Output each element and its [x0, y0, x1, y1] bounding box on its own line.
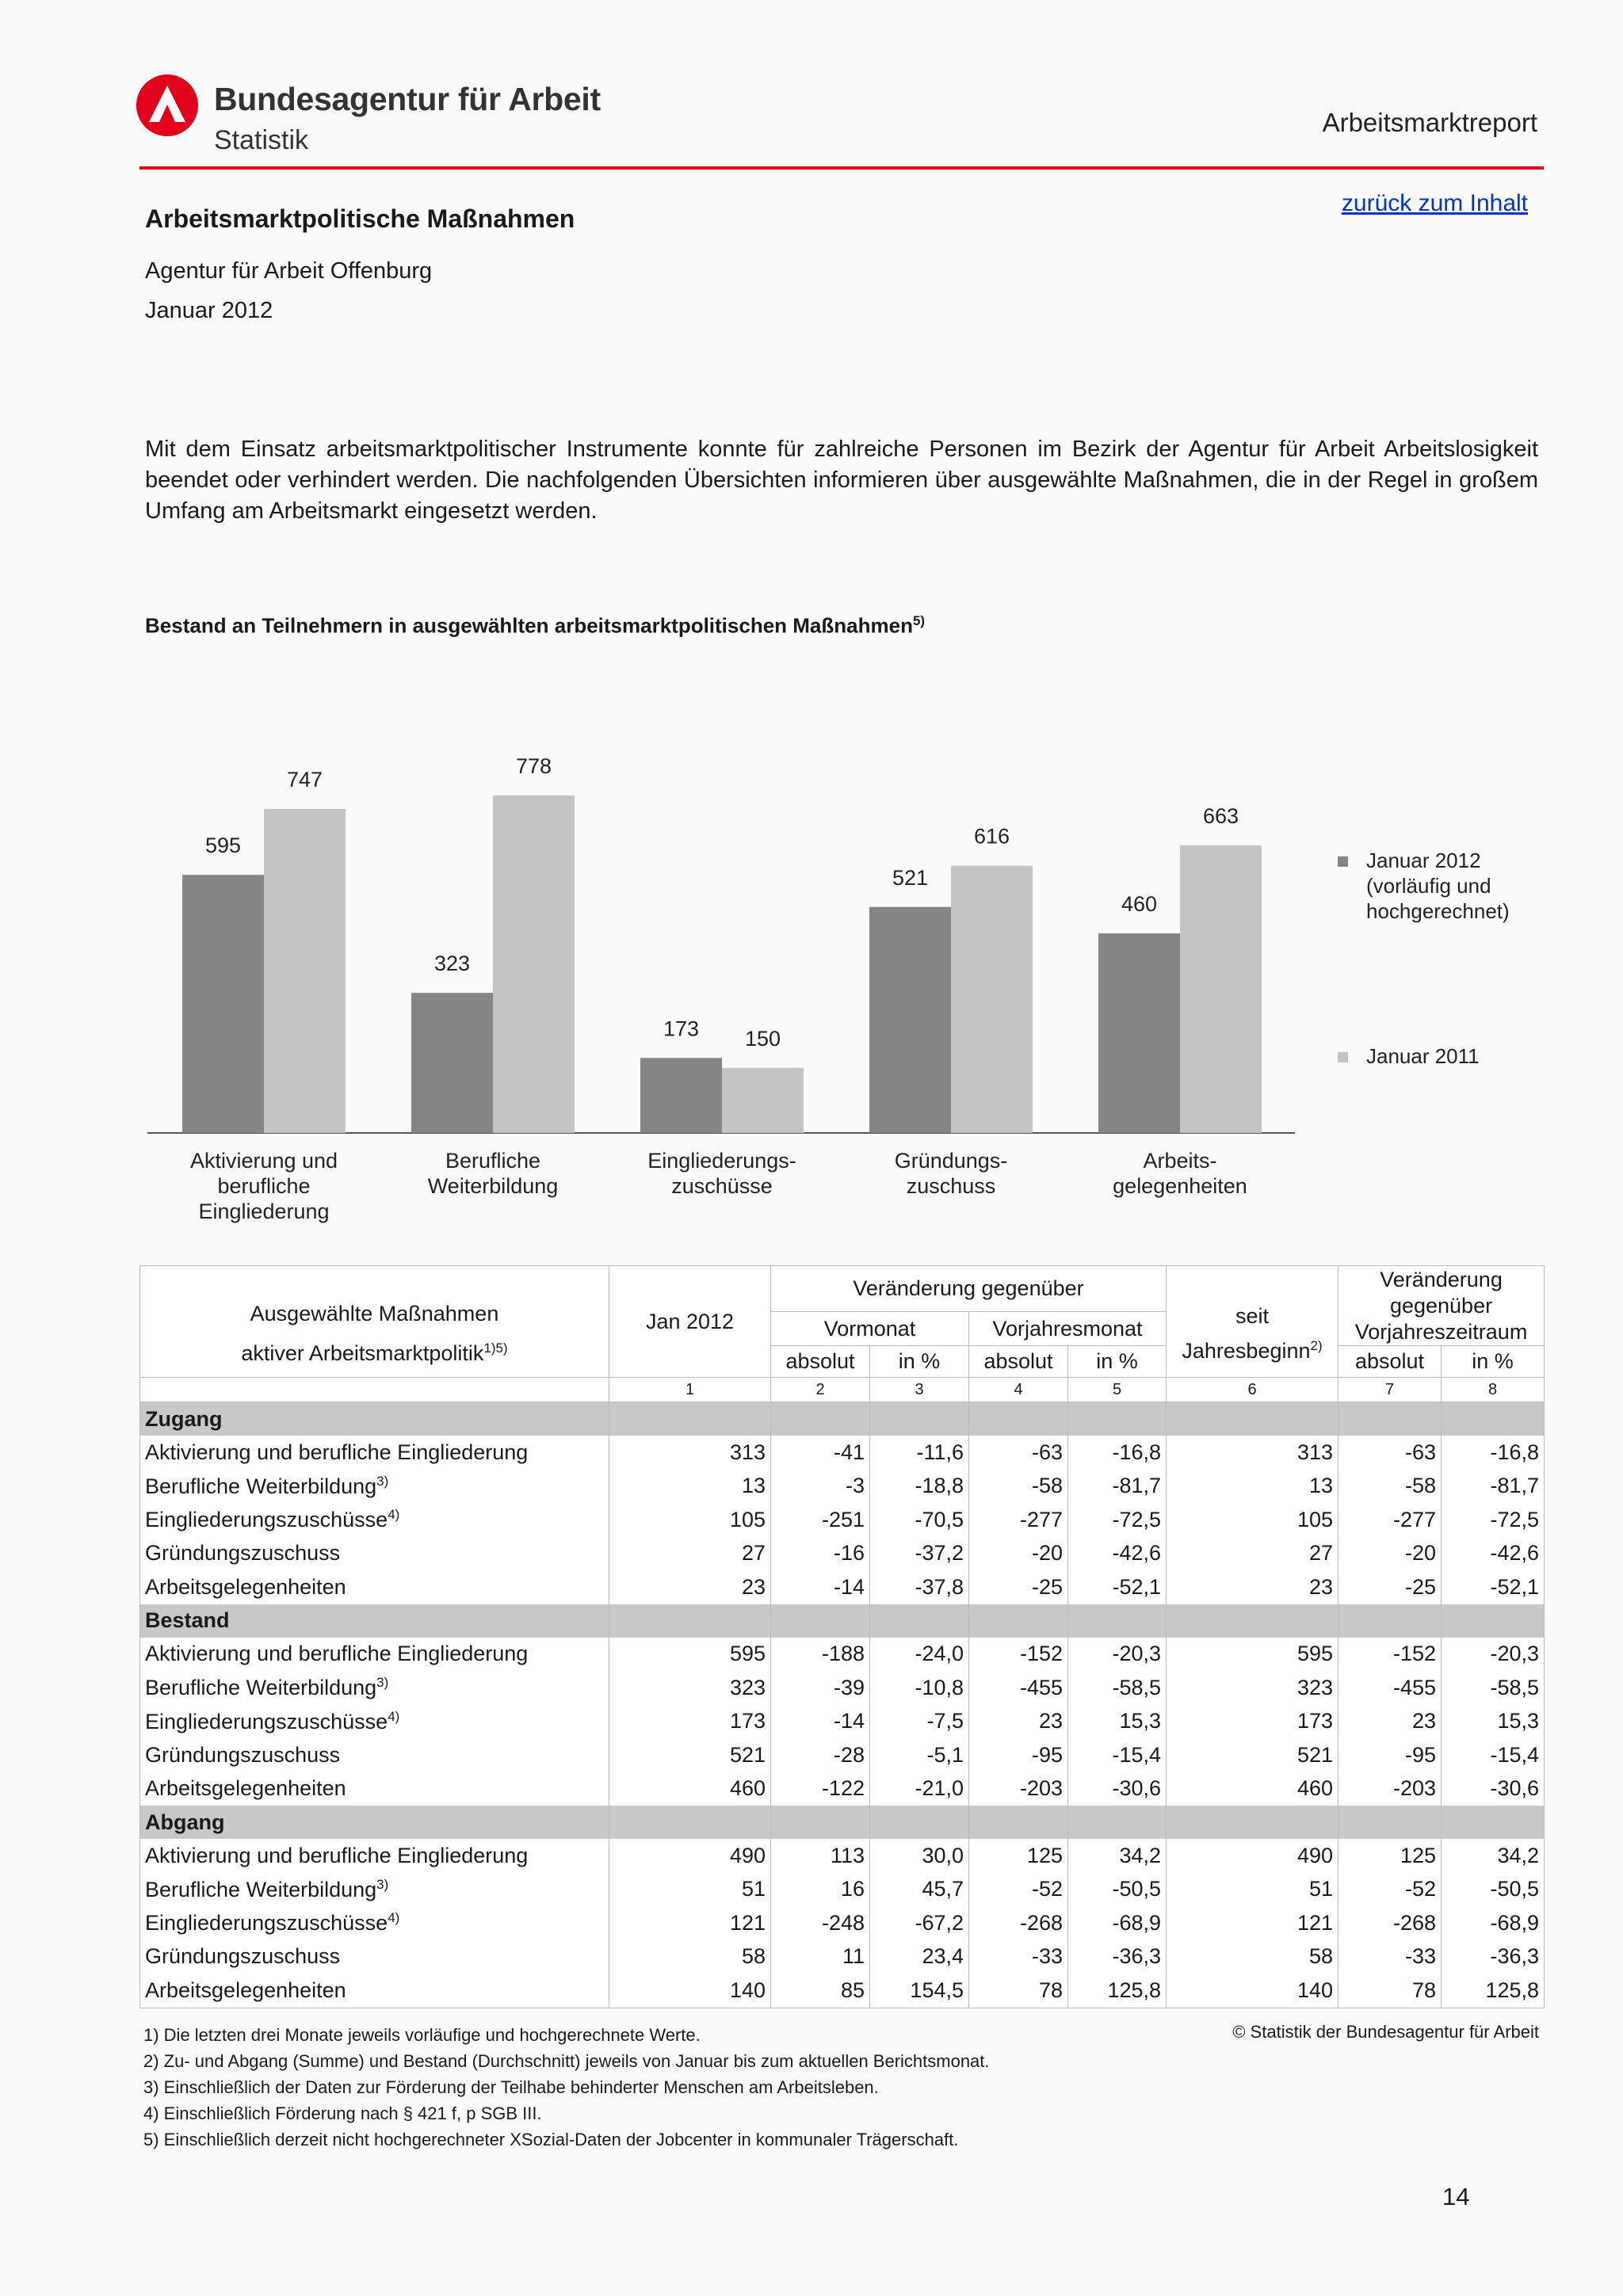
header-change-period — [1338, 1266, 1545, 1346]
footnote-4: 4) Einschließlich Förderung nach § 421 f, p SGB III. — [143, 2103, 542, 2123]
data-label: 323 — [433, 952, 471, 976]
measure-name-text: Eingliederungszuschüsse — [145, 1508, 388, 1532]
value-cell: 78 — [1338, 1974, 1442, 2008]
value-cell: -95 — [969, 1738, 1068, 1772]
value-cell: -15,4 — [1068, 1738, 1167, 1772]
section-fill-cell — [1338, 1604, 1442, 1638]
data-label: 747 — [286, 768, 323, 792]
category-label: Aktivierung und — [189, 1149, 338, 1173]
header-col-number: 1 — [609, 1378, 771, 1402]
table-row — [140, 1638, 1545, 1672]
category-label: Eingliederungs- — [647, 1149, 796, 1173]
value-cell: -25 — [1338, 1570, 1442, 1604]
category-label: berufliche — [217, 1174, 311, 1198]
measure-name-text: Aktivierung und berufliche Eingliederung — [145, 1440, 529, 1464]
value-cell: -14 — [771, 1705, 870, 1739]
chart-title-footnote: 5) — [912, 613, 926, 628]
measure-footnote: 3) — [376, 1473, 389, 1489]
ba-logo — [136, 74, 198, 136]
table-row — [140, 1839, 1545, 1873]
value-cell: -251 — [771, 1503, 870, 1537]
header-measures-line2 — [145, 1331, 604, 1371]
table-row — [140, 1738, 1545, 1772]
section-title: Zugang — [140, 1402, 609, 1436]
value-cell: 23 — [1167, 1570, 1338, 1604]
measure-name-text: Berufliche Weiterbildung — [145, 1474, 377, 1498]
measure-name — [140, 1738, 609, 1772]
header-change: Veränderung gegenüber — [771, 1266, 1167, 1312]
header-prev-month: Vormonat — [771, 1312, 969, 1346]
value-cell: 140 — [609, 1974, 771, 2008]
table-row — [140, 1570, 1545, 1604]
data-label: 150 — [744, 1026, 781, 1051]
value-cell: -122 — [771, 1772, 870, 1806]
bar-jan-2011 — [1180, 845, 1262, 1133]
value-cell: 15,3 — [1442, 1705, 1545, 1739]
header-change-period-line1: Veränderung — [1380, 1267, 1503, 1291]
value-cell: -58 — [1338, 1470, 1442, 1504]
value-cell: 30,0 — [870, 1839, 969, 1873]
value-cell: -70,5 — [870, 1503, 969, 1537]
bar-jan-2011 — [493, 795, 575, 1133]
table-row — [140, 1974, 1545, 2008]
measure-footnote: 4) — [388, 1708, 400, 1724]
legend-swatch — [1338, 856, 1348, 867]
chart-title — [145, 613, 925, 639]
section-fill-cell — [1167, 1604, 1338, 1638]
section-fill-cell — [969, 1604, 1068, 1638]
header-percent: in % — [1442, 1346, 1545, 1378]
value-cell: 595 — [609, 1638, 771, 1672]
category-label: Eingliederung — [198, 1199, 330, 1223]
value-cell: 125 — [1338, 1839, 1442, 1873]
header-col-number: 2 — [771, 1378, 870, 1402]
value-cell: -36,3 — [1442, 1940, 1545, 1974]
data-label: 173 — [663, 1016, 700, 1041]
measure-name — [140, 1470, 609, 1504]
section-fill-cell — [1068, 1402, 1167, 1436]
value-cell: -63 — [969, 1436, 1068, 1470]
value-cell: -50,5 — [1442, 1873, 1545, 1907]
header-col-number: 4 — [969, 1378, 1068, 1402]
section-fill-cell — [1167, 1402, 1338, 1436]
category-label: zuschuss — [906, 1174, 996, 1198]
value-cell: -58,5 — [1442, 1671, 1545, 1705]
measure-name — [140, 1503, 609, 1537]
value-cell: -455 — [969, 1671, 1068, 1705]
value-cell: -16,8 — [1442, 1436, 1545, 1470]
measure-name-text: Aktivierung und berufliche Eingliederung — [145, 1642, 529, 1666]
table-row — [140, 1906, 1545, 1940]
value-cell: 595 — [1167, 1638, 1338, 1672]
measures-table-body — [140, 1402, 1545, 2008]
value-cell: 521 — [1167, 1738, 1338, 1772]
value-cell: 105 — [1167, 1503, 1338, 1537]
value-cell: 490 — [1167, 1839, 1338, 1873]
value-cell: -10,8 — [870, 1671, 969, 1705]
value-cell: -16,8 — [1068, 1436, 1167, 1470]
measure-name-text: Gründungszuschuss — [145, 1944, 341, 1969]
legend-swatch — [1338, 1052, 1348, 1062]
measure-name — [140, 1671, 609, 1705]
header-col-number: 7 — [1338, 1378, 1442, 1402]
value-cell: -25 — [969, 1570, 1068, 1604]
section-fill-cell — [771, 1604, 870, 1638]
section-title: Bestand — [140, 1604, 609, 1638]
value-cell: -63 — [1338, 1436, 1442, 1470]
section-fill-cell — [609, 1402, 771, 1436]
table-row — [140, 1772, 1545, 1806]
table-row — [140, 1470, 1545, 1504]
section-fill-cell — [1068, 1604, 1167, 1638]
value-cell: -37,8 — [870, 1570, 969, 1604]
category-label: zuschüsse — [671, 1174, 773, 1198]
header-change-period-line2: gegenüber — [1389, 1293, 1493, 1318]
value-cell: -18,8 — [870, 1470, 969, 1504]
value-cell: -41 — [771, 1436, 870, 1470]
measure-name — [140, 1873, 609, 1907]
data-label: 616 — [973, 824, 1010, 849]
legend-label: (vorläufig und — [1366, 874, 1491, 898]
measure-name — [140, 1906, 609, 1940]
page-number: 14 — [1442, 2183, 1470, 2210]
value-cell: -52 — [969, 1873, 1068, 1907]
measure-name — [140, 1974, 609, 2008]
measure-name-text: Arbeitsgelegenheiten — [145, 1776, 346, 1801]
bar-jan-2012 — [1098, 933, 1180, 1133]
bar-jan-2012 — [411, 993, 493, 1133]
header-measures-footnote: 1)5) — [483, 1341, 508, 1356]
measures-table — [139, 1265, 1545, 2008]
bar-jan-2012 — [869, 907, 951, 1133]
value-cell: -152 — [1338, 1638, 1442, 1672]
value-cell: -248 — [771, 1906, 870, 1940]
section-fill-cell — [1167, 1806, 1338, 1839]
value-cell: -203 — [969, 1772, 1068, 1806]
value-cell: 34,2 — [1442, 1839, 1545, 1873]
value-cell: -277 — [969, 1503, 1068, 1537]
header-percent: in % — [1068, 1346, 1167, 1378]
bar-jan-2011 — [264, 809, 346, 1133]
value-cell: 45,7 — [870, 1873, 969, 1907]
value-cell: -5,1 — [870, 1738, 969, 1772]
report-title: Arbeitsmarktreport — [1322, 108, 1537, 137]
section-fill-cell — [1442, 1806, 1545, 1839]
data-label: 521 — [892, 865, 929, 890]
value-cell: -24,0 — [870, 1638, 969, 1672]
value-cell: 173 — [1167, 1705, 1338, 1739]
value-cell: 125,8 — [1442, 1974, 1545, 2008]
section-fill-cell — [1338, 1402, 1442, 1436]
category-label: Berufliche — [445, 1149, 541, 1173]
footnote-5: 5) Einschließlich derzeit nicht hochgerechneter XSozial-Daten der Jobcenter in kommunaler Trägerschaft. — [143, 2130, 959, 2149]
header-col-number-empty — [140, 1378, 609, 1402]
value-cell: 58 — [609, 1940, 771, 1974]
measure-name-text: Eingliederungszuschüsse — [145, 1911, 388, 1936]
category-label: Gründungs- — [894, 1149, 1008, 1173]
value-cell: 78 — [969, 1974, 1068, 2008]
value-cell: 323 — [1167, 1671, 1338, 1705]
measure-name — [140, 1940, 609, 1974]
table-row — [140, 1436, 1545, 1470]
category-label: gelegenheiten — [1113, 1174, 1247, 1198]
section-title: Abgang — [140, 1806, 609, 1839]
value-cell: 58 — [1167, 1940, 1338, 1974]
value-cell: 15,3 — [1068, 1705, 1167, 1739]
value-cell: 13 — [609, 1470, 771, 1504]
value-cell: -42,6 — [1068, 1537, 1167, 1571]
section-fill-cell — [1442, 1604, 1545, 1638]
header-prev-year-month: Vorjahresmonat — [969, 1312, 1167, 1346]
legend-label: Januar 2012 — [1366, 849, 1481, 872]
value-cell: 11 — [771, 1940, 870, 1974]
measure-name-text: Aktivierung und berufliche Eingliederung — [145, 1843, 529, 1867]
table-row — [140, 1940, 1545, 1974]
value-cell: 23 — [969, 1705, 1068, 1739]
report-period: Januar 2012 — [145, 298, 273, 323]
header-col-number: 5 — [1068, 1378, 1167, 1402]
chart-title-text: Bestand an Teilnehmern in ausgewählten arbeitsmarktpolitischen Maßnahmen — [145, 613, 913, 638]
value-cell: -36,3 — [1068, 1940, 1167, 1974]
measure-footnote: 3) — [376, 1876, 389, 1892]
section-row-abgang — [140, 1806, 1545, 1839]
value-cell: 23 — [609, 1570, 771, 1604]
table-row — [140, 1705, 1545, 1739]
footnote-1: 1) Die letzten drei Monate jeweils vorläufige und hochgerechnete Werte. — [143, 2025, 701, 2045]
header-percent: in % — [870, 1346, 969, 1378]
value-cell: -268 — [1338, 1906, 1442, 1940]
value-cell: -33 — [1338, 1940, 1442, 1974]
value-cell: 140 — [1167, 1974, 1338, 2008]
value-cell: -42,6 — [1442, 1537, 1545, 1571]
value-cell: -20 — [1338, 1537, 1442, 1571]
header-absolut: absolut — [1338, 1346, 1442, 1378]
table-row — [140, 1873, 1545, 1907]
value-cell: -16 — [771, 1537, 870, 1571]
section-fill-cell — [1068, 1806, 1167, 1839]
value-cell: 125 — [969, 1839, 1068, 1873]
header-since-start-footnote: 2) — [1310, 1338, 1323, 1353]
value-cell: -11,6 — [870, 1436, 969, 1470]
footnote-2: 2) Zu- und Abgang (Summe) und Bestand (Durchschnitt) jeweils von Januar bis zum aktuellen Berichtsmonat. — [143, 2051, 990, 2071]
value-cell: -203 — [1338, 1772, 1442, 1806]
value-cell: -20,3 — [1442, 1638, 1545, 1672]
header-since-start-line2 — [1171, 1331, 1333, 1366]
value-cell: 460 — [1167, 1772, 1338, 1806]
header-since-start — [1167, 1266, 1338, 1378]
intro-paragraph: Mit dem Einsatz arbeitsmarktpolitischer Instrumente konnte für zahlreiche Personen im Bezirk der Agentur für Arbeit Arbeitslosigkeit beendet oder verhindert werden. Die nachfolgenden Übersichten informieren über ausgewählte Maßnahmen, die in der Regel in großem Umfang am Arbeitsmarkt eingesetzt werden. — [145, 437, 1538, 524]
value-cell: -68,9 — [1442, 1906, 1545, 1940]
value-cell: 51 — [609, 1873, 771, 1907]
value-cell: -7,5 — [870, 1705, 969, 1739]
section-fill-cell — [771, 1806, 870, 1839]
measure-name-text: Gründungszuschuss — [145, 1742, 341, 1767]
value-cell: 154,5 — [870, 1974, 969, 2008]
measure-name — [140, 1638, 609, 1672]
measure-name-text: Eingliederungszuschüsse — [145, 1709, 388, 1733]
section-fill-cell — [609, 1604, 771, 1638]
value-cell: 85 — [771, 1974, 870, 2008]
measure-name-text: Arbeitsgelegenheiten — [145, 1574, 346, 1599]
agency-name: Agentur für Arbeit Offenburg — [145, 258, 433, 284]
header-col-number: 3 — [870, 1378, 969, 1402]
value-cell: 51 — [1167, 1873, 1338, 1907]
value-cell: 121 — [1167, 1906, 1338, 1940]
value-cell: -68,9 — [1068, 1906, 1167, 1940]
legend-label: hochgerechnet) — [1366, 899, 1510, 923]
value-cell: 27 — [609, 1537, 771, 1571]
header-jan-2012: Jan 2012 — [609, 1266, 771, 1378]
value-cell: 460 — [609, 1772, 771, 1806]
header-measures-line1: Ausgewählte Maßnahmen — [250, 1302, 499, 1325]
value-cell: -277 — [1338, 1503, 1442, 1537]
value-cell: 521 — [609, 1738, 771, 1772]
value-cell: 121 — [609, 1906, 771, 1940]
value-cell: -20,3 — [1068, 1638, 1167, 1672]
value-cell: 173 — [609, 1705, 771, 1739]
header-measures-line2-text: aktiver Arbeitsmarktpolitik — [241, 1341, 484, 1365]
value-cell: -455 — [1338, 1671, 1442, 1705]
category-label: Arbeits- — [1143, 1149, 1217, 1173]
table-row — [140, 1671, 1545, 1705]
value-cell: -21,0 — [870, 1772, 969, 1806]
value-cell: -188 — [771, 1638, 870, 1672]
org-subtitle: Statistik — [214, 125, 309, 155]
value-cell: -58 — [969, 1470, 1068, 1504]
header-absolut: absolut — [969, 1346, 1068, 1378]
value-cell: -30,6 — [1442, 1772, 1545, 1806]
measure-name-text: Arbeitsgelegenheiten — [145, 1978, 346, 2002]
measure-name — [140, 1436, 609, 1470]
measure-footnote: 4) — [388, 1507, 400, 1523]
data-label: 460 — [1121, 892, 1158, 917]
header-col-number: 6 — [1167, 1378, 1338, 1402]
value-cell: 13 — [1167, 1470, 1338, 1504]
section-row-zugang — [140, 1402, 1545, 1436]
value-cell: -50,5 — [1068, 1873, 1167, 1907]
footnotes — [143, 2022, 990, 2153]
value-cell: -37,2 — [870, 1537, 969, 1571]
measure-footnote: 4) — [388, 1910, 400, 1926]
value-cell: -30,6 — [1068, 1772, 1167, 1806]
measure-name-text: Berufliche Weiterbildung — [145, 1676, 377, 1700]
value-cell: -39 — [771, 1671, 870, 1705]
header-col-number: 8 — [1442, 1378, 1545, 1402]
value-cell: -95 — [1338, 1738, 1442, 1772]
header-rule — [139, 166, 1544, 170]
section-row-bestand — [140, 1604, 1545, 1638]
value-cell: 490 — [609, 1839, 771, 1873]
legend-label: Januar 2011 — [1366, 1044, 1480, 1068]
value-cell: 34,2 — [1068, 1839, 1167, 1873]
table-row — [140, 1537, 1545, 1571]
value-cell: 16 — [771, 1873, 870, 1907]
value-cell: -67,2 — [870, 1906, 969, 1940]
value-cell: -3 — [771, 1470, 870, 1504]
value-cell: -14 — [771, 1570, 870, 1604]
section-fill-cell — [870, 1806, 969, 1839]
value-cell: 27 — [1167, 1537, 1338, 1571]
back-to-contents-link[interactable]: zurück zum Inhalt — [1341, 190, 1528, 216]
footnote-3: 3) Einschließlich der Daten zur Förderung der Teilhabe behinderter Menschen am Arbeitsleben. — [143, 2077, 879, 2097]
measure-name — [140, 1570, 609, 1604]
copyright: © Statistik der Bundesagentur für Arbeit — [1232, 2022, 1539, 2042]
page-title: Arbeitsmarktpolitische Maßnahmen — [145, 204, 575, 233]
section-fill-cell — [870, 1604, 969, 1638]
value-cell: -52,1 — [1068, 1570, 1167, 1604]
value-cell: -15,4 — [1442, 1738, 1545, 1772]
section-fill-cell — [1442, 1402, 1545, 1436]
header-since-start-line1: seit — [1235, 1304, 1270, 1328]
category-label: Weiterbildung — [427, 1174, 559, 1198]
measure-name-text: Gründungszuschuss — [145, 1541, 341, 1566]
section-fill-cell — [870, 1402, 969, 1436]
value-cell: 125,8 — [1068, 1974, 1167, 2008]
data-label: 595 — [204, 833, 242, 858]
value-cell: -52,1 — [1442, 1570, 1545, 1604]
measure-name — [140, 1537, 609, 1571]
measure-name-text: Berufliche Weiterbildung — [145, 1877, 377, 1901]
value-cell: 23 — [1338, 1705, 1442, 1739]
section-fill-cell — [969, 1402, 1068, 1436]
value-cell: -28 — [771, 1738, 870, 1772]
value-cell: -20 — [969, 1537, 1068, 1571]
measure-name — [140, 1772, 609, 1806]
data-label: 663 — [1202, 804, 1239, 829]
org-name: Bundesagentur für Arbeit — [214, 81, 601, 117]
value-cell: 23,4 — [870, 1940, 969, 1974]
section-fill-cell — [771, 1402, 870, 1436]
header-since-start-line2-text: Jahresbeginn — [1182, 1339, 1311, 1363]
bar-jan-2011 — [951, 866, 1033, 1133]
header-absolut: absolut — [771, 1346, 870, 1378]
table-row — [140, 1503, 1545, 1537]
value-cell: 323 — [609, 1671, 771, 1705]
value-cell: -72,5 — [1442, 1503, 1545, 1537]
bar-jan-2011 — [722, 1068, 804, 1133]
value-cell: -52 — [1338, 1873, 1442, 1907]
header-measures — [140, 1266, 609, 1378]
bar-jan-2012 — [640, 1058, 722, 1133]
value-cell: 105 — [609, 1503, 771, 1537]
value-cell: -72,5 — [1068, 1503, 1167, 1537]
value-cell: -81,7 — [1442, 1470, 1545, 1504]
measure-name — [140, 1839, 609, 1873]
value-cell: -33 — [969, 1940, 1068, 1974]
value-cell: -81,7 — [1068, 1470, 1167, 1504]
measure-footnote: 3) — [376, 1675, 389, 1691]
section-fill-cell — [1338, 1806, 1442, 1839]
section-fill-cell — [969, 1806, 1068, 1839]
value-cell: 313 — [609, 1436, 771, 1470]
value-cell: 313 — [1167, 1436, 1338, 1470]
bar-jan-2012 — [182, 875, 264, 1133]
value-cell: -58,5 — [1068, 1671, 1167, 1705]
value-cell: 113 — [771, 1839, 870, 1873]
value-cell: -152 — [969, 1638, 1068, 1672]
header-change-period-line3: Vorjahreszeitraum — [1354, 1319, 1528, 1344]
data-label: 778 — [515, 754, 552, 779]
measure-name — [140, 1705, 609, 1739]
section-fill-cell — [609, 1806, 771, 1839]
value-cell: -268 — [969, 1906, 1068, 1940]
